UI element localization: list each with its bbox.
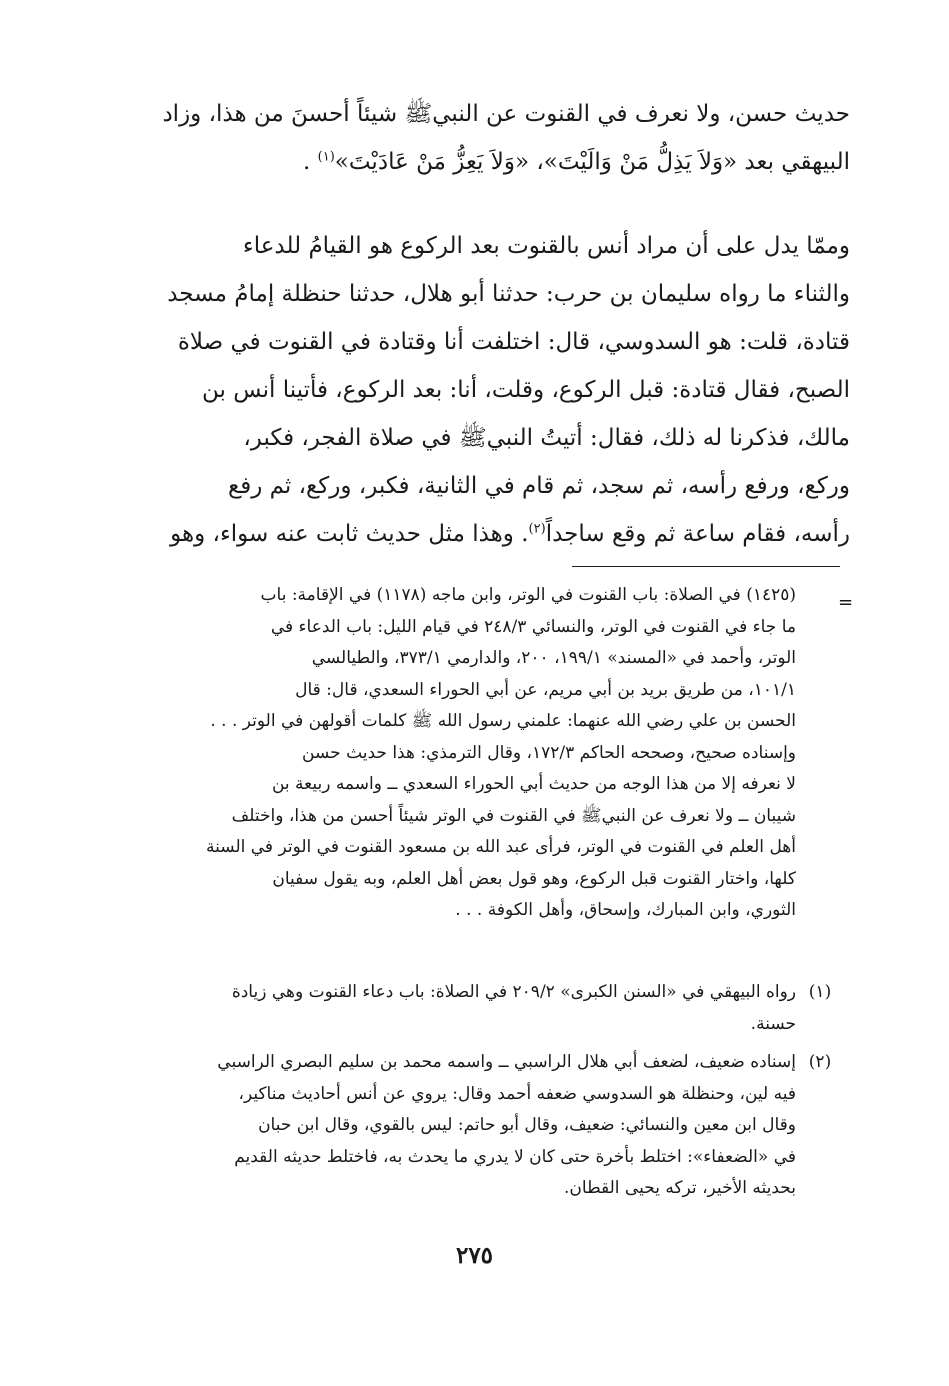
text-line: قتادة، قلت: هو السدوسي، قال: اختلفت أنا وقتادة في القنوت في صلاة xyxy=(177,329,850,355)
text-line xyxy=(160,138,850,186)
text-span: رأسه، فقام ساعة ثم وقع ساجداً xyxy=(545,521,850,547)
text-line: وممّا يدل على أن مراد أنس بالقنوت بعد الركوع هو القيامُ للدعاء xyxy=(242,233,850,259)
main-text xyxy=(160,90,850,558)
page-number: ٢٧٥ xyxy=(455,1242,494,1269)
footnote-line: فيه لين، وحنظلة هو السدوسي ضعفه أحمد وقال: يروي عن أنس أحاديث مناكير، xyxy=(238,1083,796,1104)
text-line xyxy=(160,510,850,558)
text-line: وركع، ورفع رأسه، ثم سجد، ثم قام في الثانية، فكبر، وركع، ثم رفع xyxy=(227,473,850,499)
footnote-line: إسناده ضعيف، لضعف أبي هلال الراسبي ــ واسمه محمد بن سليم البصري الراسبي xyxy=(217,1052,796,1072)
text-line: والثناء ما رواه سليمان بن حرب: حدثنا أبو هلال، حدثنا حنظلة إمامُ مسجد xyxy=(167,281,850,307)
footnote-line: ١٠١/١، من طريق بريد بن أبي مريم، عن أبي الحوراء السعدي، قال: قال xyxy=(295,679,796,700)
footnote-line: وقال ابن معين والنسائي: ضعيف، وقال أبو حاتم: ليس بالقوي، وقال ابن حبان xyxy=(258,1115,796,1135)
text-span: . وهذا مثل حديث ثابت عنه سواء، وهو xyxy=(170,521,529,547)
footnote-line: وإسناده صحيح، وصححه الحاكم ١٧٢/٣، وقال الترمذي: هذا حديث حسن xyxy=(302,742,796,763)
footnote-line: رواه البيهقي في «السنن الكبرى» ٢٠٩/٢ في الصلاة: باب دعاء القنوت وهي زيادة xyxy=(231,982,796,1002)
footnote-number: (١) xyxy=(808,982,832,1002)
footnote-line: في «الضعفاء»: اختلط بأخرة حتى كان لا يدري ما يحدث به، فاختلط حديثه القديم xyxy=(234,1146,796,1167)
footnote-line: حسنة. xyxy=(750,1013,796,1034)
footnote-line: لا نعرفه إلا من هذا الوجه من حديث أبي الحوراء السعدي ــ واسمه ربيعة بن xyxy=(271,774,796,794)
footnote-line: كلها، واختار القنوت قبل الركوع، وهو قول بعض أهل العلم، وبه يقول سفيان xyxy=(272,868,796,889)
footnote-line: بحديثه الأخير، تركه يحيى القطان. xyxy=(564,1178,796,1198)
footnote-line: الحسن بن علي رضي الله عنهما: علمني رسول الله ﷺ كلمات أقولهن في الوتر . . . xyxy=(210,711,796,731)
footnote-line: شيبان ــ ولا نعرف عن النبيﷺ في القنوت في الوتر شيئاً أحسن من هذا، واختلف xyxy=(231,805,796,826)
footnote-ref: (٢) xyxy=(528,521,546,537)
footnote-ref: (١) xyxy=(317,149,335,165)
text-span: . xyxy=(303,149,311,175)
text-line: مالك، فذكرنا له ذلك، فقال: أتيتُ النبيﷺ في صلاة الفجر، فكبر، xyxy=(243,425,850,451)
text-span: البيهقي بعد «وَلاَ يَذِلُّ مَنْ وَالَيْتَ»، «وَلاَ يَعِزُّ مَنْ عَادَيْتَ» xyxy=(334,149,850,175)
footnote-continuation xyxy=(160,580,796,927)
footnote-2 xyxy=(160,1047,796,1205)
footnote-line: (١٤٢٥) في الصلاة: باب القنوت في الوتر، وابن ماجه (١١٧٨) في الإقامة: باب xyxy=(260,585,796,605)
footnote-line: أهل العلم في القنوت في الوتر، فرأى عبد الله بن مسعود القنوت في الوتر في السنة xyxy=(206,837,796,857)
footnote-divider xyxy=(572,566,840,567)
footnote-line: الثوري، وابن المبارك، وإسحاق، وأهل الكوفة . . . xyxy=(455,900,796,920)
footnote-line: ما جاء في القنوت في الوتر، والنسائي ٢٤٨/٣ في قيام الليل: باب الدعاء في xyxy=(270,616,796,637)
footnote-line: الوتر، وأحمد في «المسند» ١٩٩/١، ٢٠٠، والدارمي ٣٧٣/١، والطيالسي xyxy=(311,648,796,668)
text-line: الصبح، فقال قتادة: قبل الركوع، وقلت، أنا: بعد الركوع، فأتينا أنس بن xyxy=(202,377,850,403)
footnote-1 xyxy=(160,977,796,1040)
footnote-number: (٢) xyxy=(808,1052,832,1072)
text-line: حديث حسن، ولا نعرف في القنوت عن النبيﷺ شيئاً أحسنَ من هذا، وزاد xyxy=(162,101,850,127)
continuation-mark: = xyxy=(838,592,854,613)
